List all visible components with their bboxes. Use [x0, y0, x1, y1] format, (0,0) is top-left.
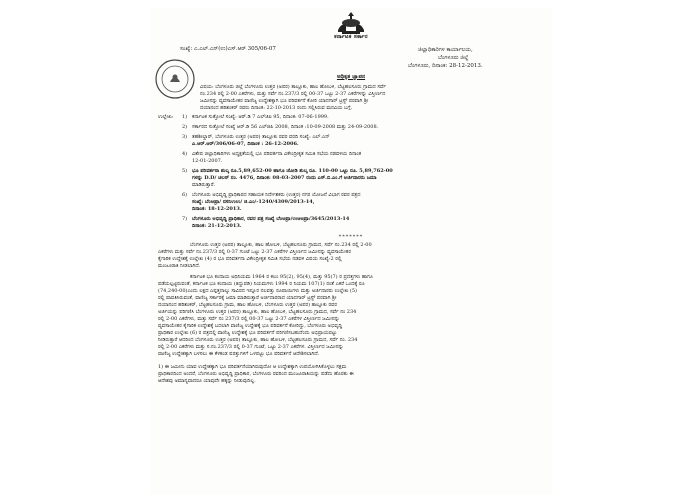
paragraph-line: ದಯಾನಂದ ಹರಿಶಂಕರ್, ಬೆಟ್ಟಹಲಸೂರು ಗ್ರಾಮ, ಹಾಲ ಹೋಬಳಿ, ಬೆಂಗಳೂರು ಉತ್ತರ (ಅಪರ) ತಾಲ್ಲೂಕು ರವರ: [158, 302, 338, 308]
reference-text: ತಹಶೀಲ್ದಾರ್, ಬೆಂಗಳೂರು ಉತ್ತರ (ಅಪರ) ತಾಲ್ಲೂಕು ರವರ ವರದಿ ಸಂಖ್ಯೆ: ಎಲ್.ಎನ್: [192, 134, 330, 140]
paragraph-line: ಮಂಜೂರಾತಿ ನೀಡಲಾಗಿದೆ.: [158, 263, 201, 269]
paragraph-line: ವ್ಯವಸಾಯೇತರ ಕೈಗಾರಿಕ ಉದ್ದೇಶಕ್ಕೆ ಬದಲಾಗಿ ವಾಣಿಜ್ಯ ಉದ್ದೇಶಕ್ಕೆ ಭೂ ಪರಿವರ್ತನೆ ಕೋರಿದ್ದು, ಬೆಂಗಳೂರು ಅಭಿವೃದ್ಧಿ: [158, 323, 343, 329]
office-line: ಜಿಲ್ಲಾಧಿಕಾರಿಗಳ ಕಾರ್ಯಾಲಯ,: [418, 47, 473, 53]
reference-number: 7): [182, 216, 188, 222]
subject-line: ದಯಾನಂದ ಹರಿಶಂಕರ್ ರವರು ದಿನಾಂಕ: 22-10-2013 ರಂದು ಸಲ್ಲಿಸಿರುವ ಮನವಿಯ ಬಗ್ಗೆ.: [200, 105, 353, 111]
reference-text: ಭೂ ಪರಿವರ್ತನಾ ಶುಲ್ಕ ರೂ.5,89,652-00 ಹಾಗೂ ಜೋಡಿ ಶುಲ್ಕ ರೂ. 110-00 ಒಟ್ಟು ರೂ. 5,89,762-00: [192, 168, 393, 174]
office-line: ಬೆಂಗಳೂರು, ದಿನಾಂಕ: 28-12-2013.: [408, 63, 483, 69]
subject-heading: ಅಧಿಕೃತ ಜ್ಞಾಪನ: [336, 74, 366, 80]
reference-number: 3): [182, 134, 188, 140]
office-line: ಬೆಂಗಳೂರು ಜಿಲ್ಲೆ: [438, 55, 469, 61]
paragraph-line: ಅರ್ಜಿಯನ್ನು ಪರಿಗಣಿಸಿ ಬೆಂಗಳೂರು ಉತ್ತರ (ಅಪರ) ತಾಲ್ಲೂಕು, ಹಾಲ ಹೋಬಳಿ, ಬೆಟ್ಟಹಲಸೂರು ಗ್ರಾಮದ, ಸರ್ವೆ ನಂ 234: [158, 309, 357, 315]
document-page: [150, 8, 552, 494]
reference-number: ಸಂಖ್ಯೆ: ಎ.ಎಲ್.ಎನ್(ಉ)ಎಸ್.ಆರ್ 305/06-07: [180, 46, 276, 52]
reference-number: 2): [182, 124, 188, 130]
subject-line: ವಿಷಯ: ಬೆಂಗಳೂರು ಜಿಲ್ಲೆ ಬೆಂಗಳೂರು ಉತ್ತರ (ಅಪರ) ತಾಲ್ಲೂಕು, ಹಾಲ ಹೋಬಳಿ, ಬೆಟ್ಟಹಲಸೂರು ಗ್ರಾಮದ ಸರ್ವೆ: [200, 84, 386, 90]
paragraph-line: ಬೆಂಗಳೂರು ಉತ್ತರ (ಅಪರ) ತಾಲ್ಲೂಕು, ಹಾಲ ಹೋಬಳಿ, ಬೆಟ್ಟಹಲಸೂರು ಗ್ರಾಮದ, ಸರ್ವೆ ನಂ.234 ರಲ್ಲಿ 2-00: [190, 242, 372, 248]
paragraph-line: ರಲ್ಲಿ ಪಾವತಿಸಿರುವಂತೆ, ವಾಣಿಜ್ಯ ಸರ್ಕಾರಕ್ಕೆ ಜಮಾ ಮಾಡಿರುತ್ತಾರೆ ಅರ್ಜಿದಾರರಾದ ಯಾದಗಾರ್ ಟ್ರಸ್ಟ್ ಪರವಾಗಿ ಶ್ರೀ: [158, 295, 337, 301]
paragraph-line: ನೀಡಿರುತ್ತಾರೆ ಆದರಿಂದ ಬೆಂಗಳೂರು ಉತ್ತರ (ಅಪರ) ತಾಲ್ಲೂಕು, ಹಾಲ ಹೋಬಳಿ, ಬೆಟ್ಟಹಲಸೂರು ಗ್ರಾಮದ, ಸರ್ವೆ ನಂ. 234: [158, 337, 358, 343]
reference-number: 6): [182, 192, 188, 198]
reference-text: ದಿನಾಂಕ: 21-12-2013.: [192, 223, 242, 229]
paragraph-line: ಪ್ರಾಧಿಕಾರ ಉಲ್ಲೇಖ (6) ರ ಪತ್ರದಲ್ಲಿ ವಾಣಿಜ್ಯ ಉದ್ದೇಶಕ್ಕೆ ಭೂ ಪರಿವರ್ತನೆ ಪರಿಗಣಿಸಬಹುದೆಂದು ಅಭಿಪ್ರಾಯಪಟ್ಟು: [158, 330, 337, 336]
separator: *******: [338, 234, 364, 240]
reference-text: ಎ.ಆರ್.ಆರ್/306/06-07, ದಿನಾಂಕ : 26-12-2006.: [192, 141, 299, 147]
reference-number: 4): [182, 151, 188, 157]
paragraph-line: ವಾಣಿಜ್ಯ ಉದ್ದೇಶಕ್ಕಾಗಿ ಬಳಸಲು ಈ ಕೆಳಕಂಡ ಷರತ್ತುಗಳಿಗೆ ಒಳಪಟ್ಟು ಭೂ ಪರಿವರ್ತನೆ ಆದೇಶಿಸಲಾಗಿದೆ.: [158, 351, 320, 357]
references-label: ಉಲ್ಲೇಖ:: [158, 114, 174, 120]
condition-line: ಆದೇಶವು ಅಮಾನ್ಯವಾದರೂ ಯಾವುದೇ ಹಕ್ಕನ್ನು ನೀಡುವುದಿಲ್ಲ.: [158, 378, 256, 384]
paragraph-line: ಕೈಗಾರಿಕ ಉದ್ದೇಶಕ್ಕೆ ಉಲ್ಲೇಖ (4) ರ ಭೂ ಪರಿವರ್ತನಾ ವಿಕೇಂದ್ರೀಕೃತ ಸಮಿತಿ ಸಭೆಯ ನಡವಳಿ ವಿಷಯ ಸಂಖ್ಯೆ-2 ರಲ್ಲಿ: [158, 256, 342, 262]
reference-text: ಸಂಖ್ಯೆ: ಬೆಂಅಪ್ರಾ/ ನಸನಿಉಉ/ ಜಿ.ಎಂ/-1240/4309/2013-14,: [192, 199, 315, 205]
reference-number: 1): [182, 114, 188, 120]
paragraph-line: ಕರ್ನಾಟಕ ಭೂ ಕಂದಾಯ ಅಧಿನಿಯಮ 1964 ರ ಕಲಂ 95(2), 95(4), ಮತ್ತು 95(7) ರ ಪ್ರದತ್ತಗಳು ಹಾಗೂ: [190, 274, 373, 280]
reference-number: 5): [182, 168, 188, 174]
reference-text: ಸರ್ಕಾರದ ಸುತ್ತೋಲೆ ಸಂಖ್ಯೆ ಆರ್.ಡಿ 56 ಎಲ್‌ಜಿಪಿ 2008, ದಿನಾಂಕ :10-09-2008 ಮತ್ತು 24-09-2008.: [192, 124, 379, 130]
reference-text: ಕರ್ನಾಟಕ ಸುತ್ತೋಲೆ ಸಂಖ್ಯೆ: ಆರ್.ಡಿ 7 ಎಲ್‌ಜಿಪಿ 95, ದಿನಾಂಕ: 07-06-1999.: [192, 114, 329, 120]
paragraph-line: ಪಡೆಯಲ್ಪಟ್ಟಿರುವಂತೆ, ಕರ್ನಾಟಕ ಭೂ ಕಂದಾಯ (ತಿದ್ದುಪಡಿ) ನಿಯಮಗಳು 1994 ರ ನಿಯಮ 107(1) ರಂತೆ ಎಕರೆ ಒಂದಕ್ಕೆ ರೂ: [158, 281, 365, 287]
reference-text: ಬೆಂಗಳೂರು ಅಭಿವೃದ್ಧಿ ಪ್ರಾಧಿಕಾರ, ರವರ ಪತ್ರ ಸಂಖ್ಯೆ ಬೆಂಅಪ್ರಾ/ಉಆಅಪ್ರಾ/3645/2013-14: [192, 216, 350, 222]
reference-text: ಮಾಡಿರುತ್ತಾರೆ.: [192, 182, 216, 188]
subject-line: ನಂ.234 ರಲ್ಲಿ 2-00 ಎಕರೆಗಳು, ಮತ್ತು ಸರ್ವೆ ನಂ.237/3 ರಲ್ಲಿ 00-37 ಒಟ್ಟು 2-37 ಎಕರೆಗಳನ್ನು ವಿಸ್ತೀರ್ಣದ: [200, 91, 386, 97]
reference-text: 12-01-2007.: [192, 158, 223, 164]
reference-text: ಬೆಂಗಳೂರು ಅಭಿವೃದ್ಧಿ ಪ್ರಾಧಿಕಾರದ ಸಹಾಯಕ ನಿರ್ದೇಶಕರು (ಉತ್ತರ) ನಗರ ಯೋಜನೆ ವಿಭಾಗ ರವರ ಪತ್ರದ: [192, 192, 361, 198]
reference-text: ವಿಶೇಷ ಜಿಲ್ಲಾಧಿಕಾರಿಗಳು ಅಧ್ಯಕ್ಷತೆಯಲ್ಲಿ ಭೂ ಪರಿವರ್ತನಾ ವಿಕೇಂದ್ರೀಕೃತ ಸಮಿತಿ ಸಭೆಯ ನಡವಳಿಯ ದಿನಾಂಕ: [192, 151, 362, 157]
government-title: ಕರ್ನಾಟಕ ಸರ್ಕಾರ: [334, 34, 368, 40]
reference-text: ಗಳನ್ನು D.D/ ಚಲನ್ ನಂ. 4476, ದಿನಾಂಕ: 08-03-2007 ರಂದು ಎಸ್.ಬಿ.ಎಂ.ಗೆ ಅರ್ಜಿದಾರರು ಜಮಾ: [192, 175, 377, 181]
paragraph-line: ರಲ್ಲಿ 2-00 ಎಕರೆಗಳು ಮತ್ತು ಸ.ನಂ.237/3 ರಲ್ಲಿ 0-37 ಗುಂಟೆ, ಒಟ್ಟು 2-37 ಎಕರೆಗಳ. ವಿಸ್ತೀರ್ಣದ ಜಮೀನನ್ನು: [158, 344, 344, 350]
paragraph-line: ಎಕರೆಗಳು ಮತ್ತು ಸರ್ವೆ ನಂ.237/3 ರಲ್ಲಿ 0-37 ಗುಂಟೆ ಒಟ್ಟು 2-37 ಎಕರೆಗಳ ವಿಸ್ತೀರ್ಣದ ಜಮೀನನ್ನು ವ್ಯವಸಾಯೇತರ: [158, 249, 351, 255]
condition-line: ಪ್ರಾಧಿಕಾರದಿಂದ ಅಂದರೆ, ಬೆಂಗಳೂರು ಅಭಿವೃದ್ಧಿ ಪ್ರಾಧಿಕಾರ, ಬೆಂಗಳೂರು ರವರಿಂದ ಮಂಜೂರಾತಿಯನ್ನು ಪಡೆದು ಹೊರತು ಈ: [158, 371, 354, 377]
paragraph-line: (74,240-00)ಎಂದು ಲಕ್ಷದ ಎಪ್ಪತ್ತನಾಲ್ಕು ಸಾವಿರದ ಇನ್ನೂರ ನಲವತ್ತು ರೂಪಾಯಿಗಳು ಮತ್ತು ಅರ್ಜಿದಾರರು ಉಲ್ಲೇಖ (5): [158, 288, 358, 294]
state-emblem-icon: [330, 10, 372, 36]
paragraph-line: ರಲ್ಲಿ 2-00 ಎಕರೆಗಳು, ಮತ್ತು ಸರ್ವೆ ನಂ 237/3 ರಲ್ಲಿ 00-37 ಒಟ್ಟು 2-37 ಎಕರೆಗಳ ವಿಸ್ತೀರ್ಣದ ಜಮೀನನ್ನು: [158, 316, 340, 322]
office-address: [408, 46, 483, 70]
subject-line: ಜಮೀನನ್ನು ವ್ಯವಸಾಯೇತರ ವಾಣಿಜ್ಯ ಉದ್ದೇಶಕ್ಕಾಗಿ ಭೂ ಪರಿವರ್ತನೆ ಕೋರಿ ಯಾದಗಾರ್ ಟ್ರಸ್ಟ್ ಪರವಾಗಿ ಶ್ರೀ: [200, 98, 369, 104]
condition-line: 1) ಈ ಜಮೀನು ಯಾವ ಉದ್ದೇಶಕ್ಕಾಗಿ ಭೂ ಪರಿವರ್ತನೆಯಾಗಿರುವುದೋ ಆ ಉದ್ದೇಶಕ್ಕಾಗಿ ಉಪಯೋಗಿಸಿಕೊಳ್ಳಲು ಸಕ್ಷಮ: [158, 364, 347, 370]
reference-text: ದಿನಾಂಕ: 18-12-2013.: [192, 206, 242, 212]
